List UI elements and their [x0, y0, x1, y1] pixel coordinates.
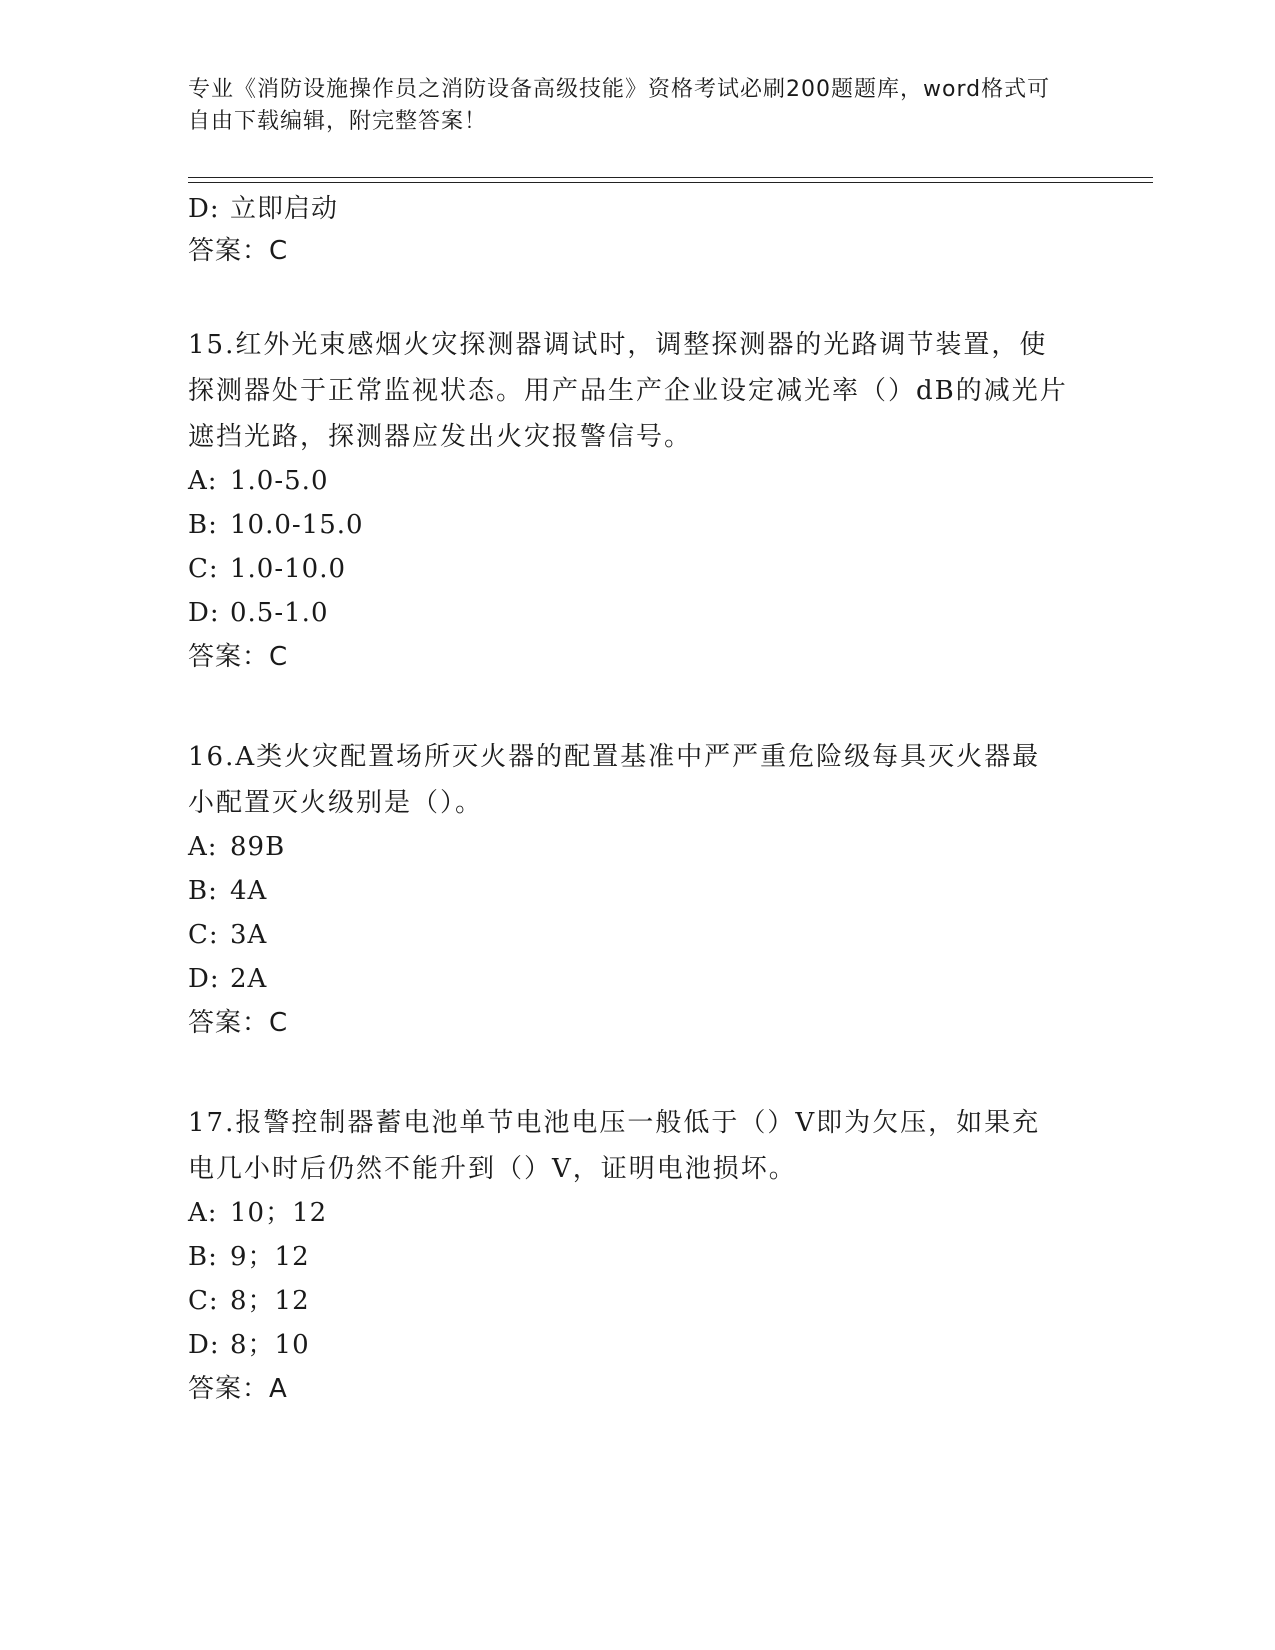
q16-answer: 答案：C	[188, 1008, 289, 1038]
q16-option-d	[188, 964, 267, 994]
header-divider-top	[188, 177, 1153, 178]
option-text: 3A	[230, 920, 268, 950]
q17-option-b	[188, 1242, 310, 1272]
option-key: D:	[188, 964, 220, 994]
q16-option-b	[188, 876, 267, 906]
q17-question-text: 17.报警控制器蓄电池单节电池电压一般低于（）V即为欠压，如果充电几小时后仍然不能升到（）V，证明电池损坏。	[188, 1108, 1041, 1184]
option-key: B:	[188, 1242, 218, 1272]
option-text: 8；10	[230, 1330, 310, 1360]
option-text: 4A	[230, 876, 268, 906]
option-text: 10.0-15.0	[230, 510, 364, 540]
option-key: A:	[188, 1198, 218, 1228]
q17-option-d	[188, 1330, 310, 1360]
option-text: 10；12	[230, 1198, 328, 1228]
q14-option-d	[188, 194, 338, 224]
q15-question-text: 15.红外光束感烟火灾探测器调试时，调整探测器的光路调节装置，使探测器处于正常监视状态。用产品生产企业设定减光率（）dB的减光片遮挡光路，探测器应发出火灾报警信号。	[188, 330, 1068, 452]
q17-option-c	[188, 1286, 310, 1316]
q16-option-c	[188, 920, 267, 950]
q14-answer: 答案：C	[188, 236, 289, 266]
option-text: 1.0-5.0	[230, 466, 329, 496]
document-header: 专业《消防设施操作员之消防设备高级技能》资格考试必刷200题题库，word格式可自由下载编辑，附完整答案！	[188, 77, 1051, 134]
option-key: D:	[188, 598, 220, 628]
option-key: C:	[188, 1286, 219, 1316]
q17-option-a	[188, 1198, 327, 1228]
option-key: D:	[188, 194, 220, 224]
option-key: B:	[188, 510, 218, 540]
option-key: A:	[188, 466, 218, 496]
q15-option-b	[188, 510, 364, 540]
option-key: B:	[188, 876, 218, 906]
option-text: 9；12	[230, 1242, 310, 1272]
q16-question-text: 16.A类火灾配置场所灭火器的配置基准中严严重危险级每具灭火器最小配置灭火级别是（）。	[188, 742, 1041, 818]
option-key: C:	[188, 554, 219, 584]
option-key: A:	[188, 832, 218, 862]
q16-option-a	[188, 832, 285, 862]
option-text: 1.0-10.0	[230, 554, 347, 584]
option-text: 2A	[230, 964, 268, 994]
q17-answer: 答案：A	[188, 1374, 288, 1404]
option-text: 立即启动	[230, 194, 339, 224]
option-text: 0.5-1.0	[230, 598, 329, 628]
option-key: C:	[188, 920, 219, 950]
q15-option-c	[188, 554, 346, 584]
option-text: 8；12	[230, 1286, 310, 1316]
q15-answer: 答案：C	[188, 642, 289, 672]
q15-option-a	[188, 466, 328, 496]
option-key: D:	[188, 1330, 220, 1360]
header-divider-bottom	[188, 182, 1153, 183]
option-text: 89B	[230, 832, 286, 862]
q15-option-d	[188, 598, 328, 628]
